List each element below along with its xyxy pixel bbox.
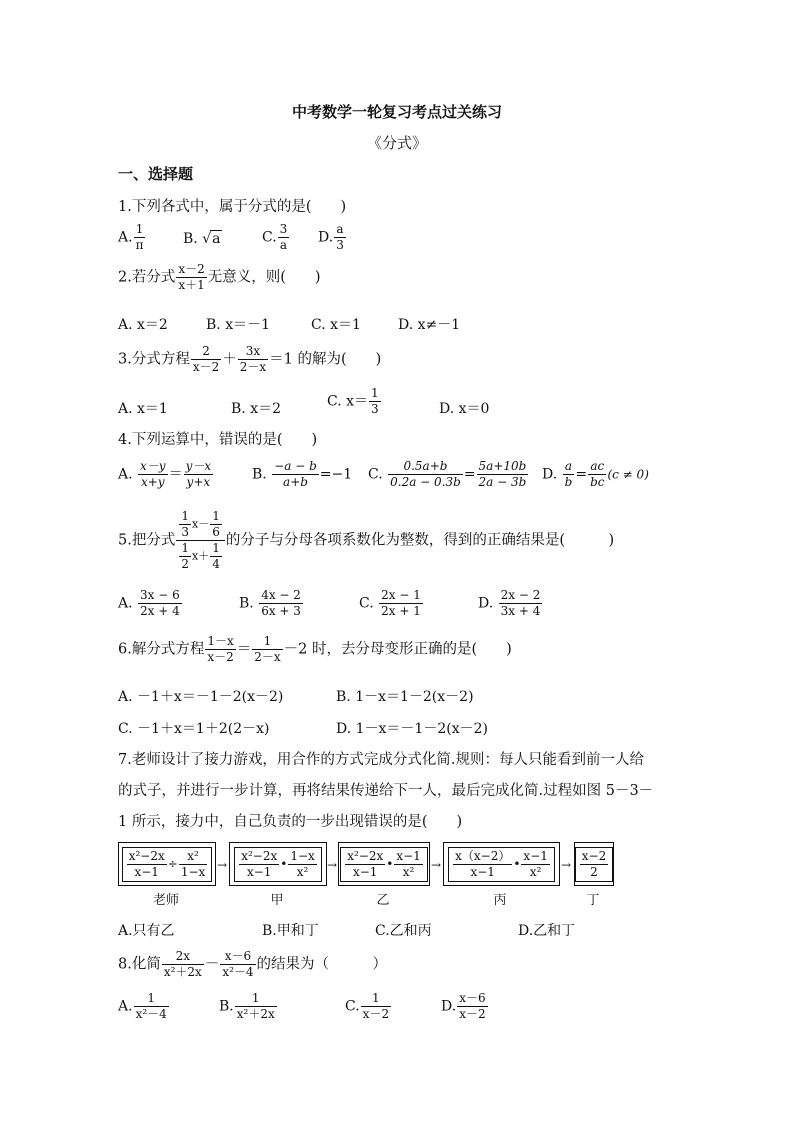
q6-option-d: D. 1－x＝－1－2(x－2)	[336, 721, 488, 737]
q1-stem: 1.下列各式中，属于分式的是( )	[118, 199, 347, 215]
q3-option-b: B. x＝2	[231, 401, 281, 417]
q4-option-b: B. $\frac{-a - b}{a+b}$ =−1	[252, 459, 353, 489]
q1-option-d: D. $\frac{a}{3}$	[318, 222, 344, 252]
q5-option-d: D. $\frac{2x - 2}{3x + 4}$	[478, 588, 541, 618]
q8-option-d: D. $\frac{x-6}{x-2}$	[441, 991, 486, 1021]
caption-bing: 丙	[493, 893, 507, 908]
q6-option-a: A. －1＋x＝－1－2(x－2)	[118, 689, 284, 705]
q2-option-d: D. x≠－1	[398, 317, 461, 333]
q2-option-a: A. x＝2	[118, 317, 168, 333]
q8-option-b: B. $\frac{1}{\text{x²＋2x}}$	[219, 991, 275, 1021]
q5-option-b: B. $\frac{4x - 2}{6x + 3}$	[239, 588, 301, 618]
q7-option-c: C.乙和丙	[375, 923, 432, 939]
page-title: 中考数学一轮复习考点过关练习	[291, 103, 502, 121]
q7-line-3: 1 所示，接力中，自己负责的一步出现错误的是( )	[118, 814, 463, 830]
caption-teacher: 老师	[152, 893, 179, 908]
q6-option-b: B. 1－x＝1－2(x－2)	[336, 689, 474, 705]
q7-option-a: A.只有乙	[118, 923, 175, 939]
caption-yi: 乙	[376, 893, 390, 908]
q4-option-c: C. $\frac{0.5a+b}{0.2a - 0.3b}$ = $\frac{5a+10b}{2a - 3b}$	[368, 459, 527, 489]
arrow-3: →	[431, 858, 442, 872]
q8-option-a: A. $\frac{1}{\text{x²－4}}$	[118, 991, 167, 1021]
q3-option-c: C. x＝ $\frac{1}{3}$	[327, 386, 379, 416]
q4-option-a: A. $\frac{x-y}{x+y}$ ＝ $\frac{y-x}{y+x}$	[118, 459, 212, 489]
page-subtitle: 《分式》	[366, 134, 427, 152]
q3-option-d: D. x＝0	[439, 401, 490, 417]
caption-jia: 甲	[270, 893, 284, 908]
q2-option-b: B. x＝－1	[206, 317, 270, 333]
q8-option-c: C. $\frac{1}{x-2}$	[345, 991, 390, 1021]
relay-box-yi: x²−2x x−1 • x−1 x²	[338, 842, 430, 886]
q8-stem: 8.化简 $\frac{2x}{\text{x²＋2x}}$ － $\frac{x-6}{\text{x²－4}}$ 的结果为（ ）	[118, 949, 388, 979]
q5-stem: 5.把分式 $\frac{1}{3}$ x－ $\frac{1}{6}$ $\frac{1}{2}$ x＋ $\frac{1}{4}$ 的分子与分母各项系数化为整数，得到的正确结果是( )	[118, 509, 615, 571]
q6-option-c: C. －1＋x＝1＋2(2－x)	[118, 721, 270, 737]
caption-ding: 丁	[586, 893, 600, 908]
q7-option-d: D.乙和丁	[518, 923, 576, 939]
q1-option-c: C. $\frac{3}{a}$	[262, 222, 288, 252]
q5-option-c: C. $\frac{2x - 1}{2x + 1}$	[359, 588, 421, 618]
section-heading: 一、选择题	[118, 165, 194, 183]
q3-stem: 3.分式方程 $\frac{2}{x-2}$ ＋ $\frac{3x}{2-x}$ ＝1 的解为( )	[118, 344, 382, 374]
relay-box-jia: x²−2x x−1 • 1−x x²	[229, 842, 327, 886]
q4-stem: 4.下列运算中，错误的是( )	[118, 432, 318, 448]
q7-line-2: 的式子，并进行一步计算，再将结果传递给下一人，最后完成化简.过程如图 5－3－	[118, 783, 654, 799]
arrow-4: →	[561, 858, 572, 872]
relay-box-ding: x−2 2	[574, 842, 614, 886]
q3-option-a: A. x＝1	[118, 401, 168, 417]
q1-option-a: A. $\frac{1}{\pi}$	[118, 222, 144, 252]
q5-option-a: A. $\frac{3x - 6}{2x + 4}$	[118, 588, 180, 618]
q1-option-b: B. √a	[183, 231, 221, 247]
relay-box-bing: x（x−2） x−1 • x−1 x²	[443, 842, 560, 886]
arrow-2: →	[327, 858, 338, 872]
q7-option-b: B.甲和丁	[262, 923, 319, 939]
q2-stem: 2.若分式 $\frac{x-2}{x+1}$ 无意义，则( )	[118, 262, 321, 292]
q7-line-1: 7.老师设计了接力游戏，用合作的方式完成分式化简.规则：每人只能看到前一人给	[118, 752, 644, 768]
relay-box-teacher: $\frac{\text{x²−2x}}{x-1}$ ÷ $\frac{\text{x²}}{1-x}$	[118, 842, 216, 886]
q4-option-d: D. $\frac{a}{b}$ = $\frac{ac}{bc}$ (c ≠ 0)	[542, 459, 649, 489]
arrow-1: →	[217, 858, 228, 872]
q6-stem: 6.解分式方程 $\frac{1-x}{x-2}$ ＝ $\frac{1}{2-x}$ －2 时，去分母变形正确的是( )	[118, 634, 512, 664]
q2-option-c: C. x＝1	[311, 317, 361, 333]
